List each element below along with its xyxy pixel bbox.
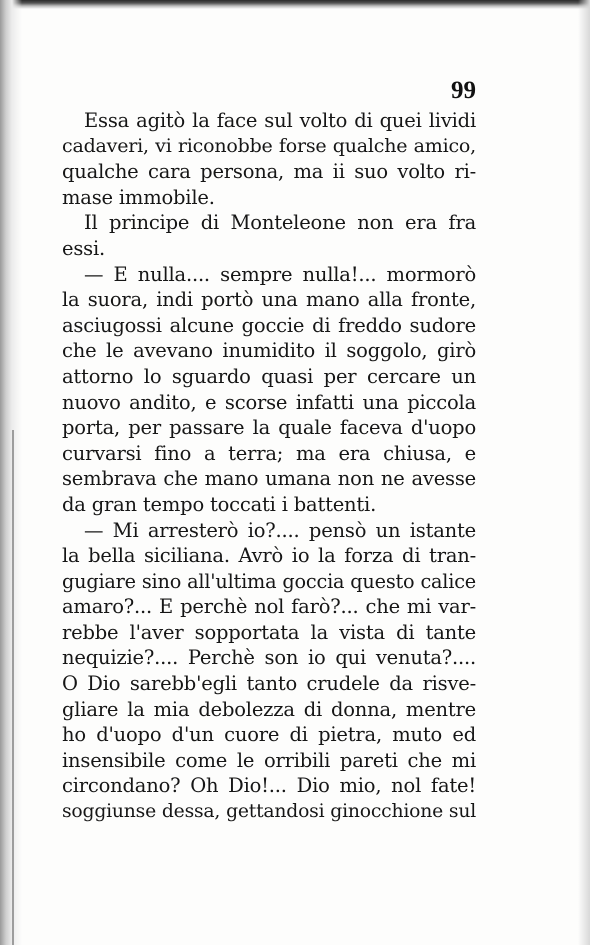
text-line: attorno lo sguardo quasi per cercare un [62,364,476,388]
text-line: essi. [62,236,105,260]
text-line: nequizie?.... Perchè son io qui venuta?.... [62,646,476,670]
page-fold-line [12,430,14,945]
text-line: asciugossi alcune goccie di freddo sudore [62,313,476,337]
page-number: 99 [451,77,476,104]
text-line: nuovo andito, e scorse infatti una piccola [62,390,476,414]
page-right-shadow [578,0,590,945]
text-line: gugiare sino all'ultima goccia questo calice [62,569,476,593]
text-line: da gran tempo toccati i battenti. [62,492,377,516]
text-line: curvarsi fino a terra; ma era chiusa, e [62,441,476,465]
text-line: gliare la mia debolezza di donna, mentre [62,697,476,721]
text-line: ho d'uopo d'un cuore di pietra, muto ed [62,723,476,747]
text-line: — Mi arresterò io?.... pensò un istante [84,518,476,542]
page-binding-edge [0,0,22,945]
text-line: soggiunse dessa, gettandosi ginocchione sul [62,801,476,823]
text-line: insensibile come le orribili pareti che mi [62,748,476,772]
text-line: che le avevano inumidito il soggolo, girò [62,339,476,363]
page-top-edge [0,0,590,9]
text-line: — E nulla.... sempre nulla!... mormorò [84,262,476,286]
text-line: la bella siciliana. Avrò io la forza di tran- [62,544,476,568]
text-line: cadaveri, vi riconobbe forse qualche amico, [62,134,476,157]
text-line: Il principe di Monteleone non era fra [84,211,476,235]
text-line: sembrava che mano umana non ne avesse [62,467,476,491]
body-text [62,108,476,825]
text-line: circondano? Oh Dio!... Dio mio, nol fate! [62,774,476,798]
text-line: qualche cara persona, ma ii suo volto ri- [62,160,476,184]
text-line: Essa agitò la face sul volto di quei lividi [84,109,476,132]
text-line: rebbe l'aver sopportata la vista di tante [62,620,476,644]
text-line: O Dio sarebb'egli tanto crudele da risve- [62,672,476,696]
text-line: porta, per passare la quale faceva d'uopo [62,416,476,440]
text-line: mase immobile. [62,185,215,209]
text-line: amaro?... E perchè nol farò?... che mi var- [62,595,476,619]
text-line: la suora, indi portò una mano alla fronte, [62,288,476,312]
